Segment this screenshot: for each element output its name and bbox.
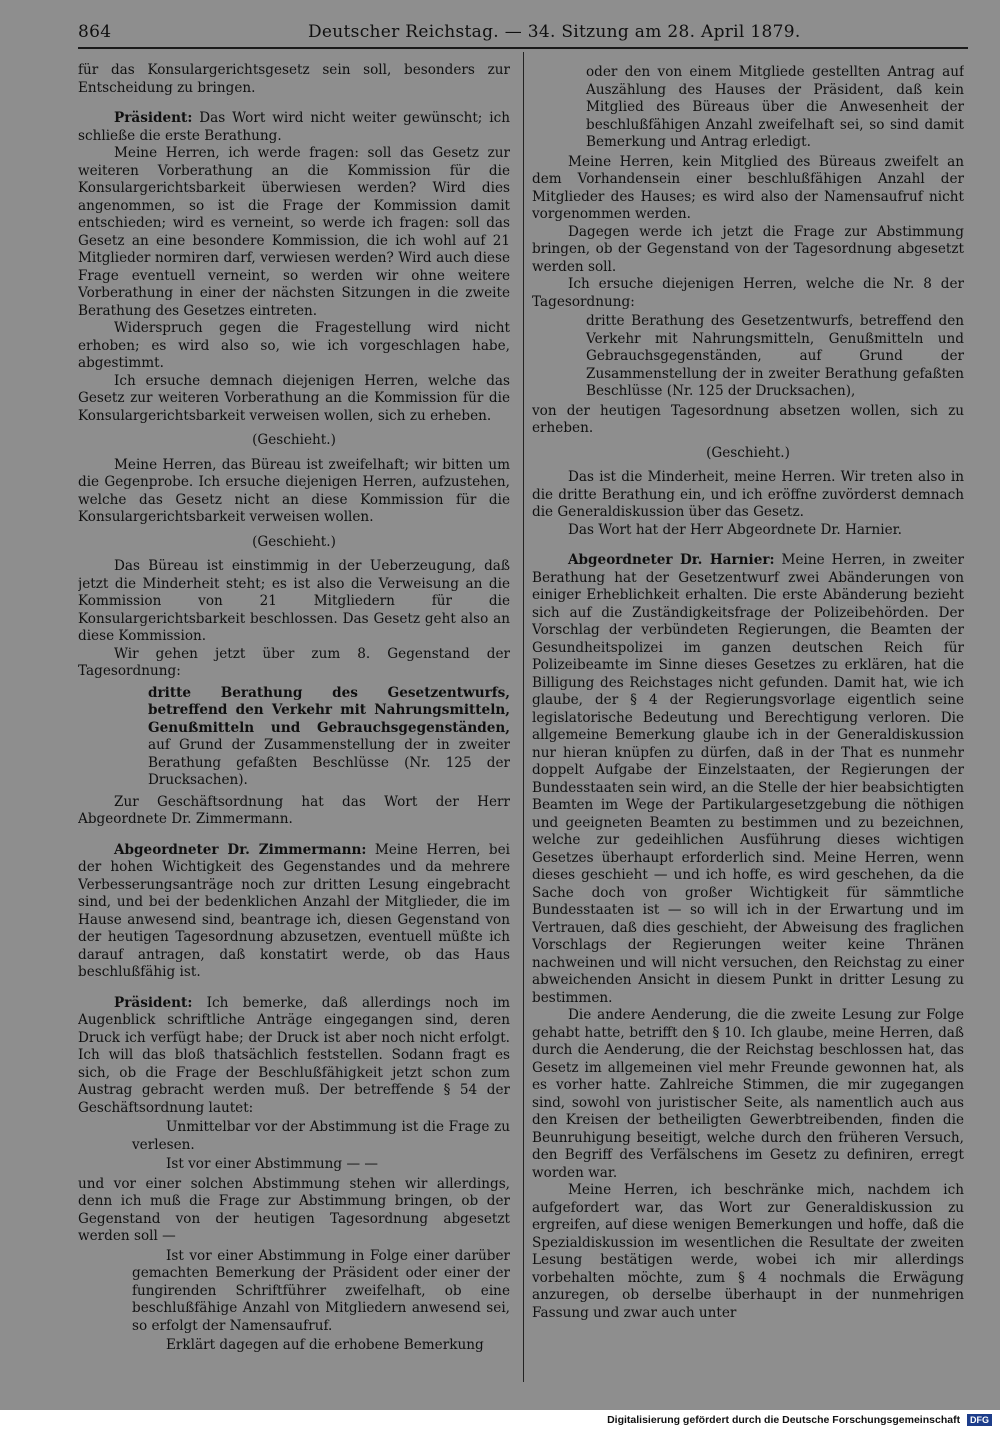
funding-credit: [607, 1414, 992, 1430]
paragraph: Zur Geschäftsordnung hat das Wort der Herr Abgeordnete Dr. Zimmermann.: [78, 793, 510, 827]
paragraph: [78, 110, 510, 145]
stage-direction: (Geschieht.): [252, 533, 336, 550]
paragraph: Wir gehen jetzt über zum 8. Gegenstand der Tagesordnung:: [78, 645, 510, 679]
paragraph: Meine Herren, ich werde fragen: soll das Gesetz zur weiteren Vorberathung an die Kommission für die Konsulargerichtsbarkeit überwiesen werden? Wird dies angenommen, so ist die Frage der Kommission damit entschieden; wird es verneint, so werde ich fragen: soll das Gesetz an eine besondere Kommission, die ich wohl auf 21 Mitglieder normiren darf, verwiesen werden? Wird auch diese Frage eventuell verneint, so werden wir ohne weitere Vorberathung in einer der nächsten Sitzungen in die zweite Berathung des Gesetzes eintreten.: [78, 145, 510, 319]
credit-text: Digitalisierung gefördert durch die Deutsche Forschungsgemeinschaft: [607, 1414, 961, 1426]
paragraph: Das ist die Minderheit, meine Herren. Wir treten also in die dritte Berathung ein, und ich eröffne zuvörderst demnach die Generaldiskussion über das Gesetz.: [532, 469, 964, 520]
paragraph: Das Wort hat der Herr Abgeordnete Dr. Harnier.: [568, 521, 902, 538]
quoted-rule: Ist vor einer Abstimmung — —: [166, 1156, 378, 1172]
speaker-name: Abgeordneter Dr. Harnier:: [568, 552, 775, 568]
paragraph: Meine Herren, das Büreau ist zweifelhaft; wir bitten um die Gegenprobe. Ich ersuche diejenigen Herren, aufzustehen, welche das Gesetz nicht an diese Kommission für die Konsulargerichtsbarkeit verweisen wollen.: [78, 456, 510, 525]
right-column: [532, 62, 964, 1392]
paragraph: [78, 842, 510, 982]
paragraph: für das Konsulargerichtsgesetz sein soll, besonders zur Entscheidung zu bringen.: [78, 62, 510, 96]
paragraph: Das Büreau ist einstimmig in der Ueberzeugung, daß jetzt die Minderheit steht; es ist also die Verweisung an die Kommission von 21 Mitgliedern für die Konsulargerichtsbarkeit beschlossen. Das Gesetz geht also an diese Kommission.: [78, 558, 510, 644]
paragraph: und vor einer solchen Abstimmung stehen wir allerdings, denn ich muß die Frage zur Abstimmung bringen, ob der Gegenstand von der heutigen Tagesordnung abgesetzt werden soll —: [78, 1175, 510, 1244]
speaker-name: Präsident:: [114, 110, 193, 126]
quoted-rule: Unmittelbar vor der Abstimmung ist die Frage zu verlesen.: [132, 1119, 510, 1153]
stage-direction: (Geschieht.): [706, 444, 790, 461]
agenda-item-text: auf Grund der Zusammenstellung der in zweiter Berathung gefaßten Beschlüsse (Nr. 125 der Drucksachen).: [148, 737, 510, 788]
paragraph: Widerspruch gegen die Fragestellung wird nicht erhoben; es wird also so, wie ich vorgeschlagen habe, abgestimmt.: [78, 320, 510, 371]
stage-direction: (Geschieht.): [252, 432, 336, 448]
page-number: 864: [78, 22, 112, 42]
paragraph: Ich ersuche demnach diejenigen Herren, welche das Gesetz zur weiteren Vorberathung an die Kommission für die Konsulargerichtsbarkeit verweisen wollen, sich zu erheben.: [78, 372, 510, 424]
running-header: [78, 18, 968, 46]
speaker-name: Präsident:: [114, 994, 193, 1011]
paragraph: Meine Herren, ich beschränke mich, nachdem ich aufgefordert war, das Wort zur Generaldiskussion zu ergreifen, auf diese wenigen Bemerkungen und hoffe, daß die Spezialdiskussion im wesentlichen die Resultate der zweiten Lesung bestätigen werde, wobei ich mir allerdings vorbehalten möchte, zum § 4 nochmals die Erwägung anzuregen, ob derselbe überhaupt in der nunmehrigen Fassung und zwar auch unter: [532, 1182, 964, 1321]
running-title: Deutscher Reichstag. — 34. Sitzung am 28. April 1879.: [308, 22, 801, 42]
paragraph: [78, 995, 510, 1118]
speech-text: Das Wort wird nicht weiter gewünscht; ich schließe die erste Berathung.: [78, 110, 510, 144]
quoted-rule: oder den von einem Mitgliede gestellten Antrag auf Auszählung des Hauses der Präsident, daß kein Mitglied des Büreaus über die Anwesenheit der beschlußfähigen Anzahl zweifelhaft sei, so sind damit Bemerkung und Antrag erledigt.: [586, 64, 964, 150]
header-rule: [78, 47, 968, 49]
speaker-name: Abgeordneter Dr. Zimmermann:: [114, 841, 367, 858]
speech-text: Meine Herren, in zweiter Berathung hat der Gesetzentwurf zwei Abänderungen von einiger Erheblichkeit erhalten. Die erste Abänderung bezieht sich auf die Zuständigkeitsfrage der Polizeibehörden. Der Vorschlag der verbündeten Regierungen, die Beamten der Gesundheitspolizei im ganzen deutschen Reich für Polizeibeamte im Sinne dieses Gesetzes zu erklären, hat die Billigung des Reichstages nicht gefunden. Damit hat, wie ich glaube, der § 4 der Regierungsvorlage eigentlich seine legislatorische Bedeutung und Berechtigung verloren. Die allgemeine Bemerkung glaube ich in der Generaldiskussion nur hieran knüpfen zu dürfen, daß in der That es nunmehr doppelt Aufgabe der Einzelstaaten, der Regierungen der Bundesstaaten sein wird, an die Stelle der hier beabsichtigten Beamten im Wege der Partikulargesetzgebung die nöthigen und geeigneten Beamten zu bestimmen und zu bezeichnen, welche zur gedeihlichen Ausführung dieses wichtigen Gesetzes überhaupt erforderlich sind. Meine Herren, wenn dieses geschieht — und ich hoffe, es wird geschehen, da die Sache doch von großer Wichtigkeit für sämmtliche Bundesstaaten ist — so will ich in der Erwartung und im Vertrauen, daß dies geschieht, der Abweisung des fraglichen Vorschlags der Regierungen weiter keine Thränen nachweinen und will nicht versuchen, den Reichstag zu einer abweichenden Ansicht in diesem Punkt in dritter Lesung zu bestimmen.: [532, 552, 964, 1006]
agenda-item: [78, 685, 510, 790]
agenda-item-title: dritte Berathung des Gesetzentwurfs, betreffend den Verkehr mit Nahrungsmitteln, Genußmitteln und Gebrauchsgegenständen,: [148, 684, 510, 736]
paragraph: Ich ersuche diejenigen Herren, welche die Nr. 8 der Tagesordnung:: [532, 276, 964, 310]
paragraph: Dagegen werde ich jetzt die Frage zur Abstimmung bringen, ob der Gegenstand von der Tagesordnung abgesetzt werden soll.: [532, 223, 964, 275]
paragraph: Meine Herren, kein Mitglied des Büreaus zweifelt an dem Vorhandensein einer beschlußfähigen Anzahl der Mitglieder des Hauses; es wird also der Namensaufruf nicht vorgenommen werden.: [532, 153, 964, 222]
speech-text: Meine Herren, bei der hohen Wichtigkeit des Gegenstandes und da mehrere Verbesserungsanträge noch zur dritten Lesung eingebracht sind, und bei der bedenklichen Anzahl der Mitglieder, die im Hause anwesend sind, beantrage ich, diesen Gegenstand von der heutigen Tagesordnung abzusetzen, eventuell müßte ich darauf antragen, daß konstatirt werde, ob das Haus beschlußfähig ist.: [78, 841, 510, 980]
quoted-rule: Erklärt dagegen auf die erhobene Bemerkung: [166, 1337, 484, 1353]
paragraph: von der heutigen Tagesordnung absetzen wollen, sich zu erheben.: [532, 402, 964, 436]
quoted-rule: Ist vor einer Abstimmung in Folge einer darüber gemachten Bemerkung der Präsident oder einer der fungirenden Schriftführer zweifelhaft, ob eine beschlußfähige Anzahl von Mitgliedern anwesend sei, so erfolgt der Namensaufruf.: [132, 1247, 510, 1334]
dfg-logo: DFG: [967, 1414, 992, 1426]
paragraph: [532, 552, 964, 1007]
speech-text: Ich bemerke, daß allerdings noch im Augenblick schriftliche Anträge eingegangen sind, deren Druck ich verfügt habe; der Druck ist aber noch nicht erfolgt. Ich will das bloß thatsächlich feststellen. Sodann fragt es sich, ob die Frage der Beschlußfähigkeit jetzt schon zum Austrag gebracht werden muß. Der betreffende § 54 der Geschäftsordnung lautet:: [78, 994, 510, 1116]
agenda-item: dritte Berathung des Gesetzentwurfs, betreffend den Verkehr mit Nahrungsmitteln, Genußmitteln und Gebrauchsgegenständen, auf Grund der Zusammenstellung der in zweiter Berathung gefaßten Beschlüsse (Nr. 125 der Drucksachen),: [586, 313, 964, 399]
paragraph: Die andere Aenderung, die die zweite Lesung zur Folge gehabt hatte, betrifft den § 10. Ich glaube, meine Herren, daß durch die Aenderung, die der Reichstag beschlossen hat, das Gesetz im allgemeinen viel mehr Freunde gewonnen hat, als es vorher hatte. Zahlreiche Stimmen, die mir zugegangen sind, sowohl von juristischer Seite, als namentlich auch aus den Kreisen der betheiligten Gewerbtreibenden, finden die Beunruhigung beseitigt, welche durch den früheren Versuch, den Begriff des Verfälschens im Gesetz zu definiren, erregt worden war.: [532, 1007, 964, 1181]
column-divider: [523, 52, 524, 1382]
left-column: [78, 62, 510, 1392]
